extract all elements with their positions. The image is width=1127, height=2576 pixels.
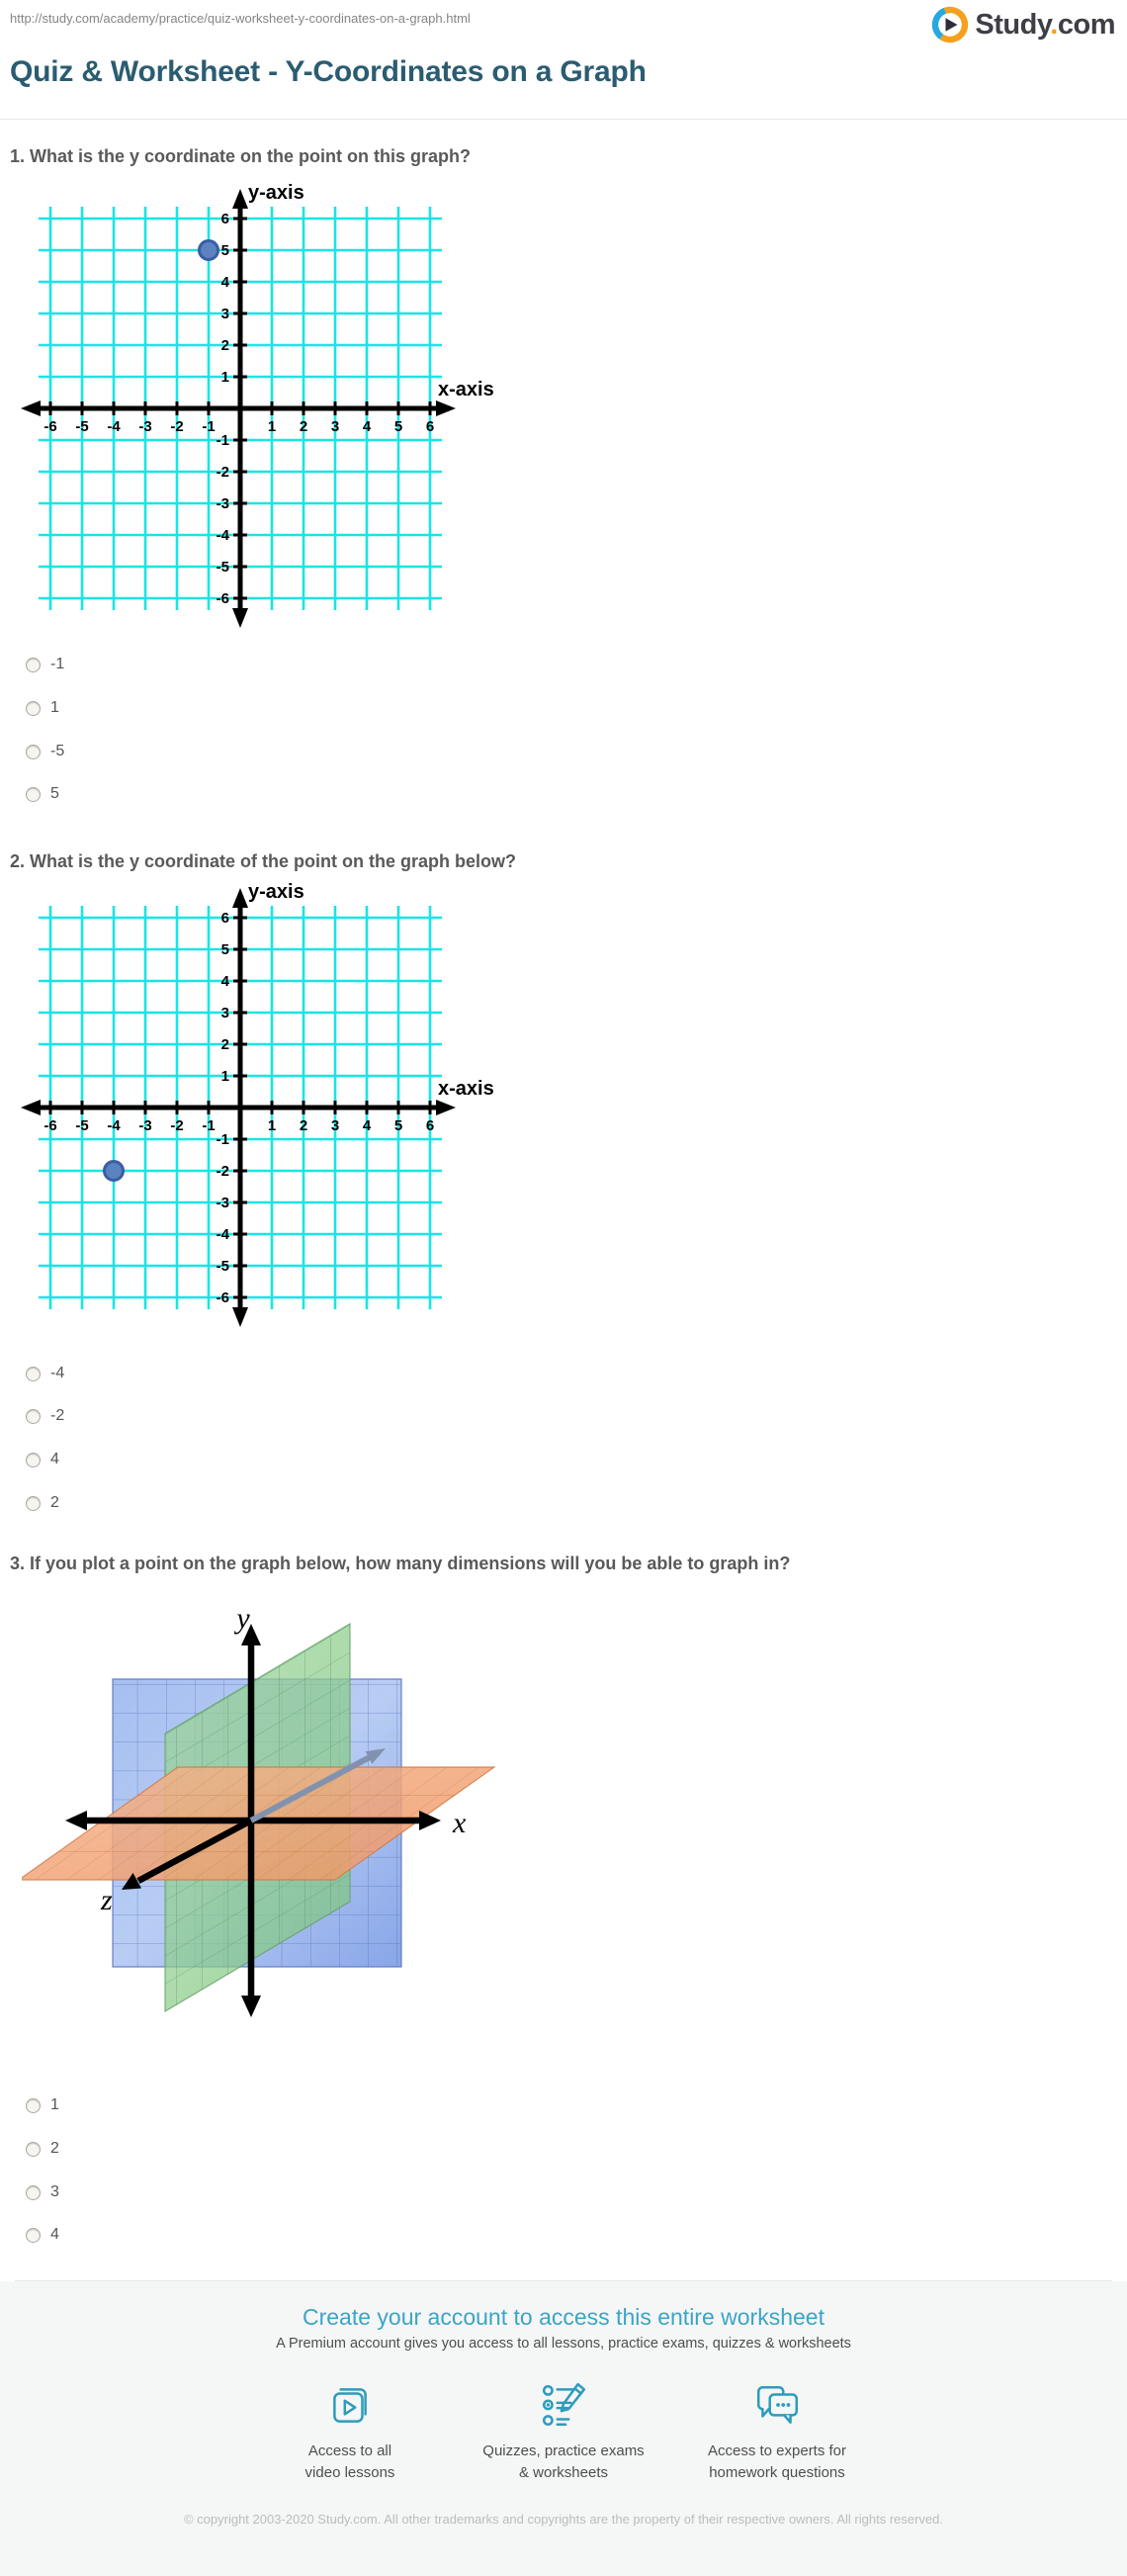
svg-text:4: 4 — [362, 1117, 372, 1134]
radio-button[interactable] — [26, 1496, 41, 1511]
answer-option[interactable]: 2 — [26, 2140, 59, 2158]
question-1-graph — [12, 176, 526, 641]
svg-text:-4: -4 — [216, 1226, 229, 1243]
radio-button[interactable] — [26, 2142, 41, 2157]
page-url: http://study.com/academy/practice/quiz-worksheet-y-coordinates-on-a-graph.html — [10, 11, 471, 26]
benefit-label: Quizzes, practice exams & worksheets — [482, 2443, 645, 2481]
svg-text:6: 6 — [220, 211, 229, 227]
svg-text:3: 3 — [220, 306, 229, 322]
answer-option[interactable]: -5 — [26, 743, 64, 760]
svg-text:-4: -4 — [216, 527, 229, 544]
svg-text:1: 1 — [220, 1068, 229, 1085]
question-1-text: 1. What is the y coordinate on the point on this graph? — [10, 146, 472, 166]
radio-button[interactable] — [26, 2098, 41, 2113]
svg-text:-2: -2 — [216, 464, 229, 481]
answer-option[interactable]: 4 — [26, 2226, 59, 2244]
answer-option[interactable]: 3 — [26, 2183, 59, 2201]
svg-text:y-axis: y-axis — [248, 881, 304, 903]
svg-text:-2: -2 — [170, 418, 184, 435]
divider — [0, 119, 1127, 120]
benefits-row — [243, 2377, 884, 2484]
video-lessons-icon — [243, 2377, 457, 2435]
svg-text:4: 4 — [220, 274, 229, 291]
svg-text:x-axis: x-axis — [438, 379, 494, 400]
svg-text:-1: -1 — [202, 1117, 216, 1134]
answer-option[interactable]: 5 — [26, 785, 59, 803]
cta-heading[interactable]: Create your account to access this entire worksheet — [303, 2304, 824, 2330]
radio-button[interactable] — [26, 658, 41, 672]
svg-text:-6: -6 — [216, 1289, 229, 1306]
svg-text:5: 5 — [220, 941, 229, 958]
svg-text:5: 5 — [393, 418, 403, 435]
svg-text:1: 1 — [267, 418, 277, 435]
radio-button[interactable] — [26, 1367, 41, 1381]
copyright-text: © copyright 2003-2020 Study.com. All other trademarks and copyrights are the property of their respective owners. All rights reserved. — [183, 2512, 944, 2527]
svg-text:6: 6 — [425, 418, 435, 435]
question-2-text: 2. What is the y coordinate of the point on the graph below? — [10, 851, 517, 871]
radio-button[interactable] — [26, 787, 41, 802]
svg-text:2: 2 — [220, 337, 229, 354]
radio-button[interactable] — [26, 2228, 41, 2243]
svg-text:-3: -3 — [216, 495, 229, 512]
svg-text:4: 4 — [362, 418, 372, 435]
svg-text:-5: -5 — [75, 1117, 89, 1134]
svg-text:-3: -3 — [138, 1117, 152, 1134]
svg-text:2: 2 — [220, 1036, 229, 1053]
svg-text:-4: -4 — [107, 418, 121, 435]
svg-text:y-axis: y-axis — [248, 182, 304, 204]
x-axis-label-3d: x — [453, 1807, 467, 1839]
answer-option[interactable]: 1 — [26, 2096, 59, 2114]
benefit-label: Access to experts for homework questions — [707, 2443, 847, 2481]
answer-option[interactable]: -2 — [26, 1407, 64, 1425]
svg-text:-5: -5 — [75, 418, 89, 435]
svg-text:3: 3 — [220, 1005, 229, 1022]
radio-button[interactable] — [26, 1453, 41, 1467]
quizzes-worksheets-icon — [457, 2377, 670, 2435]
answer-option[interactable]: 4 — [26, 1451, 59, 1468]
svg-text:-6: -6 — [216, 590, 229, 607]
svg-text:-1: -1 — [216, 432, 229, 449]
y-axis-label-3d: y — [236, 1602, 250, 1635]
question-2-graph — [12, 875, 526, 1340]
answer-option[interactable]: -4 — [26, 1365, 64, 1382]
benefit-video-lessons — [243, 2377, 457, 2484]
svg-text:x-axis: x-axis — [438, 1078, 494, 1100]
z-axis-label-3d: z — [101, 1884, 113, 1916]
svg-text:2: 2 — [299, 1117, 308, 1134]
studycom-logo-icon — [931, 6, 969, 44]
question-3-text: 3. If you plot a point on the graph below, how many dimensions will you be able to graph in? — [10, 1554, 791, 1573]
svg-text:-4: -4 — [107, 1117, 121, 1134]
svg-text:6: 6 — [425, 1117, 435, 1134]
svg-text:-1: -1 — [216, 1131, 229, 1148]
svg-text:5: 5 — [393, 1117, 403, 1134]
svg-text:-6: -6 — [43, 418, 57, 435]
svg-text:-2: -2 — [216, 1163, 229, 1180]
svg-text:3: 3 — [330, 1117, 340, 1134]
benefit-homework-experts — [670, 2377, 884, 2484]
svg-text:-3: -3 — [138, 418, 152, 435]
svg-text:-5: -5 — [216, 559, 229, 576]
answer-option[interactable]: -1 — [26, 656, 64, 673]
radio-button[interactable] — [26, 701, 41, 716]
benefit-label: Access to all video lessons — [304, 2443, 395, 2481]
svg-text:-1: -1 — [202, 418, 216, 435]
svg-text:2: 2 — [299, 418, 308, 435]
svg-text:5: 5 — [220, 242, 229, 259]
svg-text:4: 4 — [220, 973, 229, 990]
svg-text:1: 1 — [267, 1117, 277, 1134]
homework-experts-icon — [670, 2377, 884, 2435]
answer-option[interactable]: 1 — [26, 699, 59, 717]
radio-button[interactable] — [26, 745, 41, 759]
page-title: Quiz & Worksheet - Y-Coordinates on a Graph — [10, 55, 647, 88]
studycom-logo-text: Study.com — [975, 8, 1115, 41]
svg-text:1: 1 — [220, 369, 229, 386]
studycom-logo[interactable] — [931, 6, 1115, 44]
benefit-quizzes-worksheets — [457, 2377, 670, 2484]
svg-text:-2: -2 — [170, 1117, 184, 1134]
svg-text:-5: -5 — [216, 1258, 229, 1275]
svg-text:-3: -3 — [216, 1195, 229, 1211]
svg-text:-6: -6 — [43, 1117, 57, 1134]
svg-text:3: 3 — [330, 418, 340, 435]
question-3-graph-3d — [22, 1598, 531, 2025]
answer-option[interactable]: 2 — [26, 1494, 59, 1512]
radio-button[interactable] — [26, 1409, 41, 1424]
radio-button[interactable] — [26, 2185, 41, 2200]
svg-text:6: 6 — [220, 910, 229, 927]
cta-subheading: A Premium account gives you access to all lessons, practice exams, quizzes & worksheets — [276, 2336, 851, 2352]
